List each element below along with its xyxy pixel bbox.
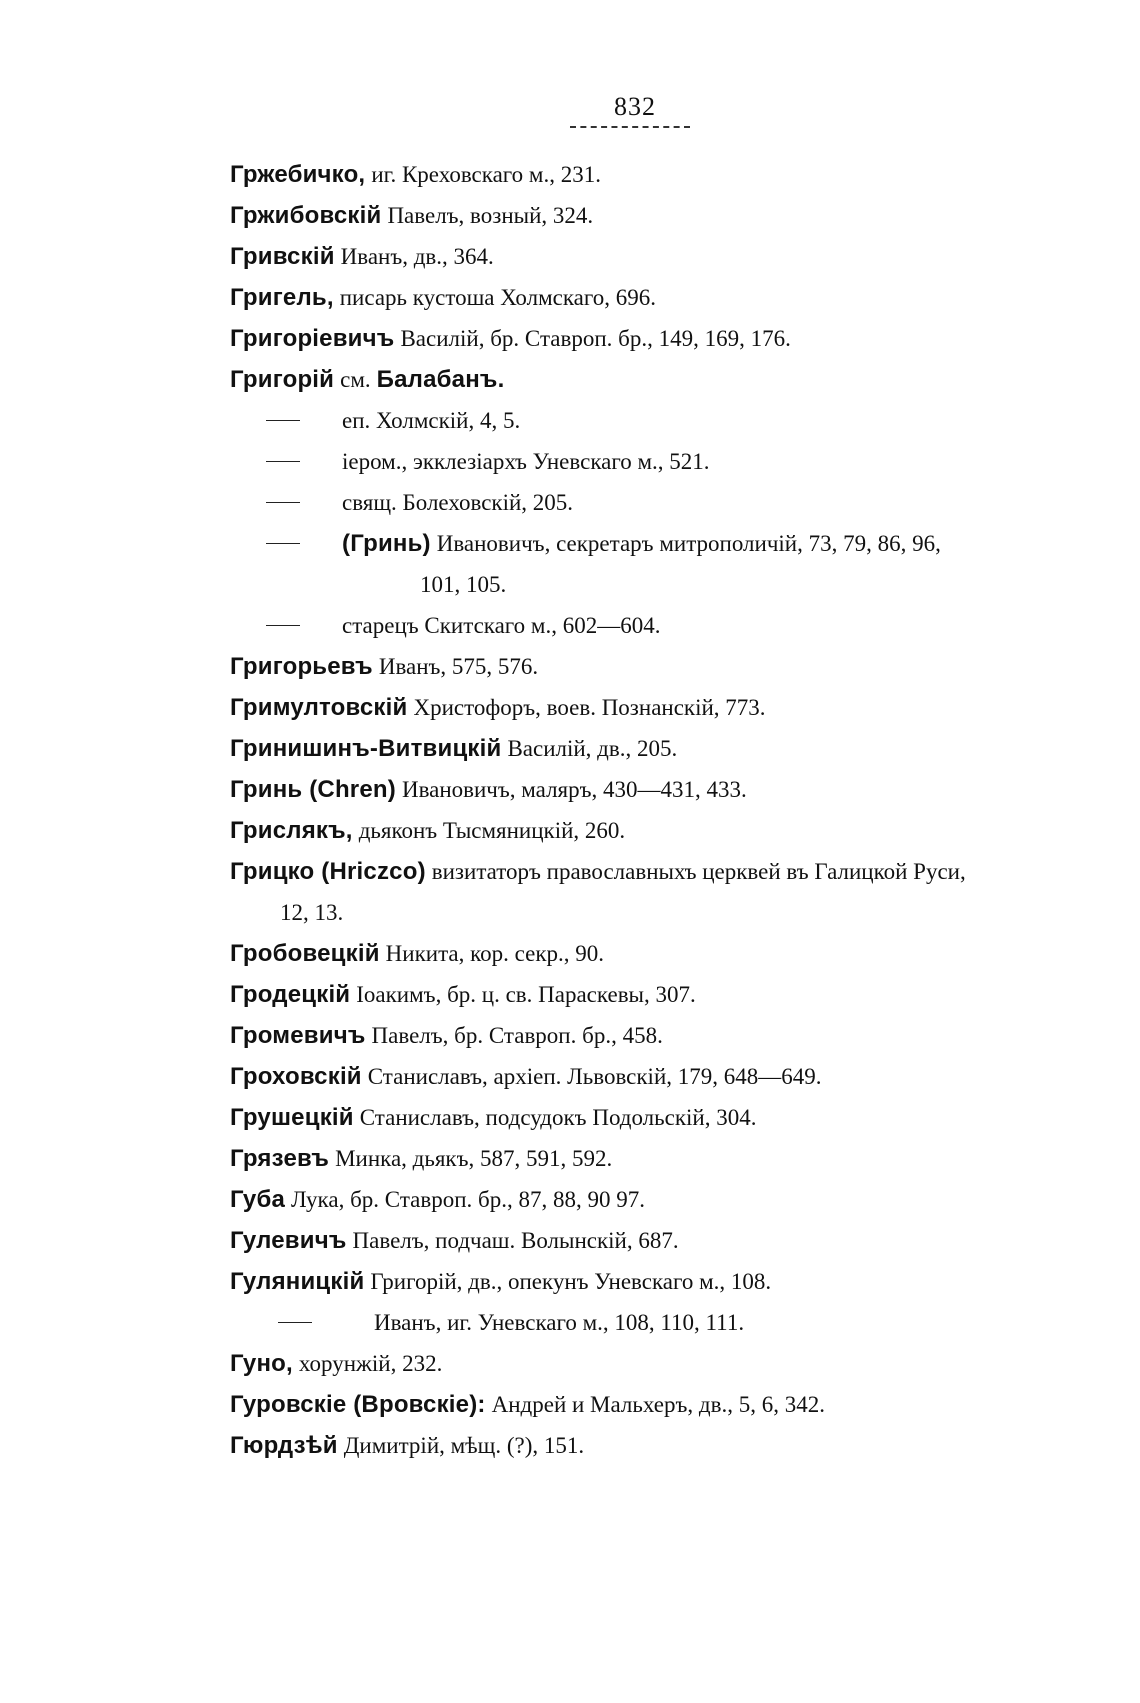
ditto-dash [266,461,300,462]
index-entry [230,687,1050,728]
index-entry [230,1097,1050,1138]
index-entry [230,1425,1050,1466]
entry-headword: Гродецкiй [230,981,351,1008]
subentry-body [342,523,941,565]
entry-headword: Гулевичъ [230,1227,347,1254]
ditto-dash [266,502,300,503]
entry-text: Iоакимъ, бр. ц. св. Параскевы, 307. [356,982,696,1007]
index-entry [230,236,1050,277]
index-entry [230,1343,1050,1384]
entry-headword: Григорiевичъ [230,325,395,352]
entry-text: визитаторъ православныхъ церквей въ Галицкой Руси, [431,859,966,884]
subentry-text: свящ. Болеховскiй, 205. [342,490,574,515]
entry-text: Никита, кор. секр., 90. [385,941,604,966]
entry-text: Лука, бр. Ставроп. бр., 87, 88, 90 97. [291,1187,645,1212]
entry-headword: Губа [230,1186,286,1213]
entry-headword: Гривскiй [230,243,335,270]
index-entry [230,769,1050,810]
entry-text: хорунжiй, 232. [298,1351,443,1376]
index-entry [230,1384,1050,1425]
subentry-text: Иванъ, иг. Уневскаго м., 108, 110, 111. [374,1310,745,1335]
index-entry [230,646,1050,687]
index-entry [230,933,1050,974]
index-entry [230,154,1050,195]
entry-text: см. [340,367,371,392]
index-entry [230,277,1050,318]
subentry-text: iером., экклезiархъ Уневскаго м., 521. [342,449,710,474]
entry-headword: Грязевъ [230,1145,330,1172]
index-subentry [230,1302,1050,1343]
index-subentry [230,400,1050,441]
entry-text: Станиславъ, подсудокъ Подольскiй, 304. [359,1105,757,1130]
entry-headword: Гуно, [230,1350,293,1377]
entry-headword: Гуровскiе (Вровскiе): [230,1391,486,1418]
entry-text: Григорiй, дв., опекунъ Уневскаго м., 108. [370,1269,772,1294]
entry-cross-reference: Балабанъ. [376,366,505,393]
entry-headword: Гринь (Chren) [230,776,396,803]
index-entry [230,1220,1050,1261]
ditto-dash [266,420,300,421]
index-entry [230,810,1050,851]
entry-headword: Гржебичко, [230,161,366,188]
entry-continuation: 12, 13. [280,900,344,925]
index-entry [230,851,1050,933]
entry-headword: Григель, [230,284,334,311]
index-entry [230,974,1050,1015]
entry-text: Павелъ, подчаш. Волынскiй, 687. [352,1228,679,1253]
index-entry [230,318,1050,359]
entry-text: Димитрiй, мѣщ. (?), 151. [343,1433,585,1458]
entry-headword: Грицко (Hriczco) [230,858,426,885]
index-subentry [230,482,1050,523]
index-subentry [230,441,1050,482]
index-subentry [230,605,1050,646]
subentry-continuation: 101, 105. [420,572,507,597]
index-entries [230,154,1050,1466]
index-entry [230,1179,1050,1220]
index-entry [230,1261,1050,1302]
entry-text: дьяконъ Тысмяницкiй, 260. [358,818,626,843]
entry-text: Ивановичъ, маляръ, 430—431, 433. [401,777,747,802]
index-entry [230,1056,1050,1097]
index-entry [230,195,1050,236]
index-entry [230,359,1050,400]
entry-headword: Гринишинъ-Витвицкiй [230,735,502,762]
entry-text: Минка, дьякъ, 587, 591, 592. [335,1146,613,1171]
page-number-rule [570,126,690,128]
entry-text: Василiй, бр. Ставроп. бр., 149, 169, 176. [400,326,791,351]
entry-text: Василiй, дв., 205. [507,736,678,761]
subentry-text: Ивановичъ, секретаръ митрополичiй, 73, 79, 86, 96, [436,531,941,556]
entry-text: Станиславъ, архiеп. Львовскiй, 179, 648—649. [367,1064,822,1089]
entry-headword: Григорьевъ [230,653,373,680]
entry-headword: Грушецкiй [230,1104,354,1131]
entry-text: Иванъ, дв., 364. [340,244,494,269]
ditto-dash [266,543,300,544]
ditto-dash [266,625,300,626]
subentry-text: еп. Холмскiй, 4, 5. [342,408,521,433]
entry-headword: Гуляницкiй [230,1268,365,1295]
entry-headword: Гробовецкiй [230,940,380,967]
entry-text: Павелъ, бр. Ставроп. бр., 458. [371,1023,663,1048]
subentry-text: старецъ Скитскаго м., 602—604. [342,613,661,638]
entry-headword: Гржибовскiй [230,202,382,229]
entry-text: иг. Креховскаго м., 231. [371,162,601,187]
index-subentry [230,523,1050,605]
subentry-headword: (Гринь) [342,530,431,557]
entry-text: Иванъ, 575, 576. [378,654,539,679]
entry-headword: Гюрдзѣй [230,1432,338,1459]
page-number: 832 [614,92,656,121]
entry-headword: Гримултовскiй [230,694,408,721]
entry-headword: Гроховскiй [230,1063,362,1090]
entry-text: Павелъ, возный, 324. [387,203,594,228]
entry-text: писарь кустоша Холмскаго, 696. [339,285,656,310]
index-entry [230,1015,1050,1056]
entry-text: Андрей и Мальхеръ, дв., 5, 6, 342. [491,1392,825,1417]
ditto-dash [278,1322,312,1323]
entry-text: Христофоръ, воев. Познанскiй, 773. [413,695,766,720]
entry-headword: Громевичъ [230,1022,366,1049]
entry-headword: Григорiй [230,366,335,393]
index-entry [230,728,1050,769]
index-entry [230,1138,1050,1179]
entry-headword: Грислякъ, [230,817,353,844]
